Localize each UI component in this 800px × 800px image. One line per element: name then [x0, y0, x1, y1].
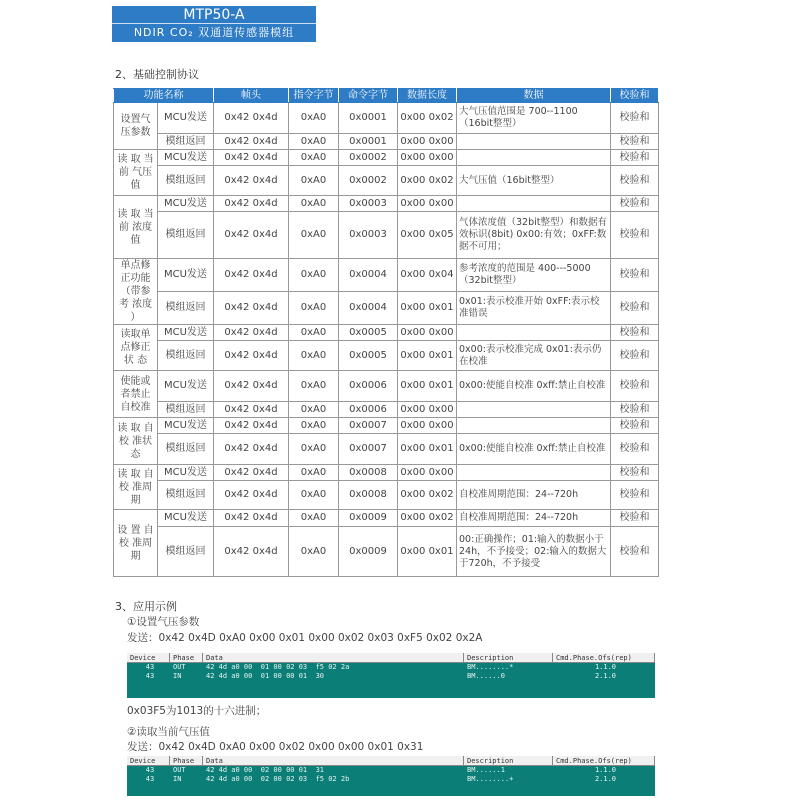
table-row: [114, 166, 659, 196]
direction-cell: 模组返回: [158, 527, 214, 577]
column-header: 校验和: [611, 89, 659, 103]
frame-header-cell: 0x42 0x4d: [214, 134, 289, 150]
example-2-send: 发送：0x42 0x4D 0xA0 0x00 0x02 0x00 0x00 0x01 0x31: [127, 741, 424, 753]
function-name-cell: 读 取 自 校 准周期: [114, 465, 158, 510]
direction-cell: MCU发送: [158, 510, 214, 527]
frame-header-cell: 0x42 0x4d: [214, 371, 289, 402]
data-length-cell: 0x00 0x00: [398, 402, 457, 418]
instruction-byte-cell: 0xA0: [289, 292, 339, 325]
checksum-cell: 校验和: [611, 402, 659, 418]
trace-cell: BM......0: [467, 672, 505, 680]
data-length-cell: 0x00 0x04: [398, 259, 457, 292]
checksum-cell: 校验和: [611, 418, 659, 434]
instruction-byte-cell: 0xA0: [289, 371, 339, 402]
trace-column-header: Cmd.Phase.Ofs(rep): [553, 653, 655, 662]
checksum-cell: 校验和: [611, 166, 659, 196]
data-length-cell: 0x00 0x02: [398, 103, 457, 134]
command-byte-cell: 0x0001: [339, 134, 398, 150]
data-length-cell: 0x00 0x02: [398, 510, 457, 527]
instruction-byte-cell: 0xA0: [289, 341, 339, 371]
command-byte-cell: 0x0007: [339, 434, 398, 465]
instruction-byte-cell: 0xA0: [289, 134, 339, 150]
command-byte-cell: 0x0005: [339, 325, 398, 341]
data-cell: 0x01:表示校准开始 0xFF:表示校准错误: [457, 292, 611, 325]
data-cell: [457, 150, 611, 166]
trace-row: [127, 672, 655, 681]
checksum-cell: 校验和: [611, 465, 659, 481]
direction-cell: 模组返回: [158, 402, 214, 418]
data-length-cell: 0x00 0x00: [398, 134, 457, 150]
frame-header-cell: 0x42 0x4d: [214, 292, 289, 325]
command-byte-cell: 0x0009: [339, 527, 398, 577]
frame-header-cell: 0x42 0x4d: [214, 212, 289, 259]
checksum-cell: 校验和: [611, 434, 659, 465]
checksum-cell: 校验和: [611, 510, 659, 527]
section-heading-protocol: 2、基础控制协议: [115, 68, 199, 81]
column-header: 功能名称: [114, 89, 214, 103]
function-name-cell: 读 取 当 前 浓度值: [114, 196, 158, 259]
command-byte-cell: 0x0001: [339, 103, 398, 134]
data-length-cell: 0x00 0x00: [398, 325, 457, 341]
checksum-cell: 校验和: [611, 259, 659, 292]
data-cell: [457, 325, 611, 341]
checksum-cell: 校验和: [611, 292, 659, 325]
trace-row: [127, 663, 655, 672]
trace-column-header: Description: [464, 756, 553, 765]
direction-cell: 模组返回: [158, 341, 214, 371]
data-cell: 自校准周期范围：24--720h: [457, 510, 611, 527]
trace-cell: 1.1.0: [594, 663, 617, 671]
table-row: [114, 481, 659, 510]
trace-cell: OUT: [173, 766, 186, 774]
data-cell: 00:正确操作；01:输入的数据小于24h，不予接受；02:输入的数据大于720h，不予接受: [457, 527, 611, 577]
column-header: 指令字节: [289, 89, 339, 103]
function-name-cell: 设置气压参数: [114, 103, 158, 150]
trace-cell: IN: [173, 672, 182, 680]
trace-cell: 43: [145, 766, 155, 774]
example-1-note: 0x03F5为1013的十六进制；: [127, 705, 267, 717]
direction-cell: MCU发送: [158, 150, 214, 166]
column-header: 数据: [457, 89, 611, 103]
checksum-cell: 校验和: [611, 134, 659, 150]
direction-cell: MCU发送: [158, 259, 214, 292]
table-row: [114, 150, 659, 166]
table-row: [114, 103, 659, 134]
table-row: [114, 527, 659, 577]
data-cell: [457, 402, 611, 418]
frame-header-cell: 0x42 0x4d: [214, 196, 289, 212]
trace-column-header: Device: [127, 756, 170, 765]
instruction-byte-cell: 0xA0: [289, 527, 339, 577]
trace-cell: OUT: [173, 663, 186, 671]
direction-cell: MCU发送: [158, 465, 214, 481]
function-name-cell: 单点修正功能（带参考 浓度 ）: [114, 259, 158, 325]
trace-column-header: Phase: [170, 756, 203, 765]
table-row: [114, 371, 659, 402]
trace-row: [127, 766, 655, 775]
trace-cell: 42 4d a0 00 01 00 02 03 f5 02 2a: [206, 663, 350, 671]
trace-cell: BM........+: [467, 775, 514, 783]
instruction-byte-cell: 0xA0: [289, 465, 339, 481]
command-byte-cell: 0x0006: [339, 402, 398, 418]
trace-cell: BM........*: [467, 663, 514, 671]
frame-header-cell: 0x42 0x4d: [214, 325, 289, 341]
function-name-cell: 读 取 当 前 气压值: [114, 150, 158, 196]
data-length-cell: 0x00 0x01: [398, 292, 457, 325]
frame-header-cell: 0x42 0x4d: [214, 103, 289, 134]
trace-row: [127, 775, 655, 784]
frame-header-cell: 0x42 0x4d: [214, 341, 289, 371]
data-cell: 大气压值（16bit整型）: [457, 166, 611, 196]
direction-cell: MCU发送: [158, 103, 214, 134]
instruction-byte-cell: 0xA0: [289, 325, 339, 341]
command-byte-cell: 0x0003: [339, 212, 398, 259]
instruction-byte-cell: 0xA0: [289, 166, 339, 196]
direction-cell: MCU发送: [158, 418, 214, 434]
checksum-cell: 校验和: [611, 481, 659, 510]
data-length-cell: 0x00 0x00: [398, 196, 457, 212]
product-subtitle: NDIR CO₂ 双通道传感器模组: [133, 26, 295, 39]
instruction-byte-cell: 0xA0: [289, 434, 339, 465]
example-1-title: ①设置气压参数: [127, 616, 200, 628]
data-cell: 0x00:使能自校准 0xff:禁止自校准: [457, 434, 611, 465]
product-title: MTP50-A: [112, 6, 316, 24]
checksum-cell: 校验和: [611, 103, 659, 134]
table-row: [114, 465, 659, 481]
data-length-cell: 0x00 0x01: [398, 434, 457, 465]
data-cell: 气体浓度值（32bit整型）和数据有效标识(8bit) 0x00:有效；0xFF:数据不可用；: [457, 212, 611, 259]
instruction-byte-cell: 0xA0: [289, 212, 339, 259]
checksum-cell: 校验和: [611, 341, 659, 371]
trace-column-header: Device: [127, 653, 170, 662]
data-length-cell: 0x00 0x05: [398, 212, 457, 259]
trace-cell: 2.1.0: [594, 775, 617, 783]
command-byte-cell: 0x0007: [339, 418, 398, 434]
trace-cell: 43: [145, 672, 155, 680]
frame-header-cell: 0x42 0x4d: [214, 527, 289, 577]
frame-header-cell: 0x42 0x4d: [214, 465, 289, 481]
usb-trace-panel-2: [127, 756, 655, 796]
protocol-table: [113, 88, 659, 577]
table-row: [114, 134, 659, 150]
data-cell: [457, 196, 611, 212]
command-byte-cell: 0x0009: [339, 510, 398, 527]
direction-cell: 模组返回: [158, 481, 214, 510]
instruction-byte-cell: 0xA0: [289, 510, 339, 527]
example-1-send: 发送：0x42 0x4D 0xA0 0x00 0x01 0x00 0x02 0x03 0xF5 0x02 0x2A: [127, 632, 483, 644]
trace-column-header: Data: [203, 653, 464, 662]
function-name-cell: 设 置 自 校 准周期: [114, 510, 158, 577]
trace-column-header: Description: [464, 653, 553, 662]
data-length-cell: 0x00 0x02: [398, 481, 457, 510]
product-title-banner: [112, 6, 316, 42]
table-row: [114, 434, 659, 465]
trace-column-header: Cmd.Phase.Ofs(rep): [553, 756, 655, 765]
trace-cell: IN: [173, 775, 182, 783]
function-name-cell: 读 取 自 校 准状态: [114, 418, 158, 465]
data-cell: [457, 134, 611, 150]
table-row: [114, 418, 659, 434]
instruction-byte-cell: 0xA0: [289, 418, 339, 434]
data-length-cell: 0x00 0x00: [398, 465, 457, 481]
data-length-cell: 0x00 0x00: [398, 418, 457, 434]
data-cell: 0x00:表示校准完成 0x01:表示仍在校准: [457, 341, 611, 371]
trace-cell: 42 4d a0 00 01 00 00 01 30: [206, 672, 325, 680]
instruction-byte-cell: 0xA0: [289, 196, 339, 212]
direction-cell: 模组返回: [158, 134, 214, 150]
trace-cell: BM......1: [467, 766, 505, 774]
table-row: [114, 341, 659, 371]
checksum-cell: 校验和: [611, 212, 659, 259]
data-cell: 0x00:使能自校准 0xff:禁止自校准: [457, 371, 611, 402]
trace-cell: 42 4d a0 00 02 00 00 01 31: [206, 766, 325, 774]
command-byte-cell: 0x0005: [339, 341, 398, 371]
table-header-row: [114, 89, 659, 103]
frame-header-cell: 0x42 0x4d: [214, 510, 289, 527]
instruction-byte-cell: 0xA0: [289, 481, 339, 510]
direction-cell: 模组返回: [158, 212, 214, 259]
command-byte-cell: 0x0008: [339, 481, 398, 510]
command-byte-cell: 0x0004: [339, 259, 398, 292]
data-length-cell: 0x00 0x01: [398, 527, 457, 577]
direction-cell: MCU发送: [158, 371, 214, 402]
data-length-cell: 0x00 0x02: [398, 166, 457, 196]
trace-cell: 1.1.0: [594, 766, 617, 774]
trace-column-header: Data: [203, 756, 464, 765]
table-row: [114, 510, 659, 527]
frame-header-cell: 0x42 0x4d: [214, 481, 289, 510]
data-length-cell: 0x00 0x00: [398, 150, 457, 166]
checksum-cell: 校验和: [611, 527, 659, 577]
table-row: [114, 402, 659, 418]
direction-cell: MCU发送: [158, 196, 214, 212]
trace-cell: 43: [145, 775, 155, 783]
command-byte-cell: 0x0004: [339, 292, 398, 325]
command-byte-cell: 0x0006: [339, 371, 398, 402]
instruction-byte-cell: 0xA0: [289, 259, 339, 292]
trace-cell: 43: [145, 663, 155, 671]
data-cell: [457, 465, 611, 481]
checksum-cell: 校验和: [611, 150, 659, 166]
checksum-cell: 校验和: [611, 196, 659, 212]
command-byte-cell: 0x0008: [339, 465, 398, 481]
direction-cell: MCU发送: [158, 325, 214, 341]
frame-header-cell: 0x42 0x4d: [214, 150, 289, 166]
table-row: [114, 325, 659, 341]
table-row: [114, 196, 659, 212]
trace-cell: 42 4d a0 00 02 00 02 03 f5 02 2b: [206, 775, 350, 783]
data-cell: 参考浓度的范围是 400---5000（32bit整型）: [457, 259, 611, 292]
checksum-cell: 校验和: [611, 371, 659, 402]
trace-cell: 2.1.0: [594, 672, 617, 680]
table-row: [114, 259, 659, 292]
command-byte-cell: 0x0002: [339, 150, 398, 166]
function-name-cell: 使能或者禁止自校准: [114, 371, 158, 418]
trace-header: [127, 653, 655, 663]
data-cell: 自校准周期范围：24--720h: [457, 481, 611, 510]
data-cell: [457, 418, 611, 434]
column-header: 数据长度: [398, 89, 457, 103]
instruction-byte-cell: 0xA0: [289, 103, 339, 134]
frame-header-cell: 0x42 0x4d: [214, 166, 289, 196]
direction-cell: 模组返回: [158, 292, 214, 325]
frame-header-cell: 0x42 0x4d: [214, 418, 289, 434]
example-2-title: ②读取当前气压值: [127, 726, 210, 738]
trace-header: [127, 756, 655, 766]
trace-column-header: Phase: [170, 653, 203, 662]
section-heading-examples: 3、应用示例: [115, 600, 177, 613]
frame-header-cell: 0x42 0x4d: [214, 402, 289, 418]
frame-header-cell: 0x42 0x4d: [214, 434, 289, 465]
column-header: 帧头: [214, 89, 289, 103]
data-length-cell: 0x00 0x01: [398, 371, 457, 402]
instruction-byte-cell: 0xA0: [289, 402, 339, 418]
direction-cell: 模组返回: [158, 166, 214, 196]
table-row: [114, 292, 659, 325]
data-length-cell: 0x00 0x01: [398, 341, 457, 371]
column-header: 命令字节: [339, 89, 398, 103]
direction-cell: 模组返回: [158, 434, 214, 465]
frame-header-cell: 0x42 0x4d: [214, 259, 289, 292]
command-byte-cell: 0x0003: [339, 196, 398, 212]
function-name-cell: 读取单点修正状 态: [114, 325, 158, 371]
instruction-byte-cell: 0xA0: [289, 150, 339, 166]
table-row: [114, 212, 659, 259]
usb-trace-panel-1: [127, 653, 655, 698]
command-byte-cell: 0x0002: [339, 166, 398, 196]
data-cell: 大气压值范围是 700--1100（16bit整型）: [457, 103, 611, 134]
checksum-cell: 校验和: [611, 325, 659, 341]
